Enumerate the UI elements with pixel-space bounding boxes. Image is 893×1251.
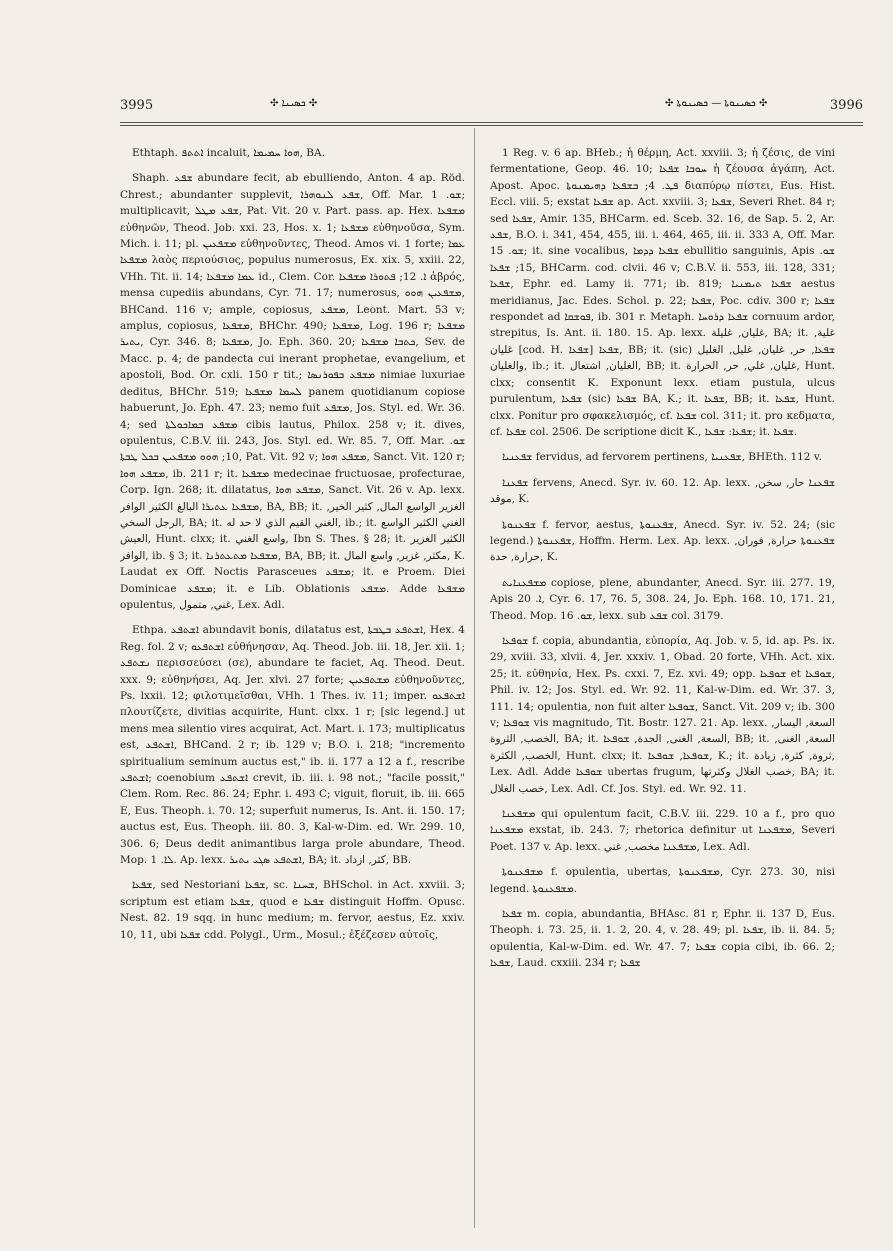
page-number-right: 3996: [829, 98, 863, 113]
entry-fervor-continued: 1 Reg. v. 6 ap. BHeb.; ἡ θέρμη, Act. xxviii. 3; ἡ ζέσις, de vini fermentatione, Geop. 46. 10; ܚܘܒܐ ܫܦܥܐ ἡ ζέουσα ἀγάπη, Act. Apost. Apoc. ܦܛ. 4; ܒܫܦܥܐ ܕܗܝܡܢܘܬܐ διαπύρῳ πίστει, Eus. Hist. Eccl. viii. 5; exstat ܫܦܥܐ ap. Act. xxviii. 3; ܫܦܥܐ, Severi Rhet. 84 r; sed ܫܦܥܐ, Amir. 135, BHCarm. ed. Sceb. 32. 16, de Sap. 5. 2, Ar. ܫܦܥ, B.O. i. 341, 454, 455, iii. i. 464, 465, iii. ii. 333 A, Off. Mar. ܫܘ. 15; it. sine vocalibus, ܫܦܥܐ ܕܕܡܐ ebullitio sanguinis, Apis ܫܘ. 15; ܫܦܥܐ, BHCarm. cod. clvii. 46 v; C.B.V. ii. 553, iii. 128, 331; ܫܦܥܐ, Ephr. ed. Lamy ii. 771; ib. 819; ܫܦܥܐ ܬܝܡܢܝܐ aestus meridianus, Jac. Edes. Schol. p. 22; ܫܦܥܐ, Poc. cdiv. 300 r; ܫܦܥܐ respondet ad ܦܘܫܩܐ, ib. 301 r. Metaph. ܫܦܥܐ ܕܪܘܚܐ cornuum ardor, strepitus, Is. Ant. ii. 180. 15. Ap. lexx. غليان, غليلة, BA; it. غلية, غليان [cod. H. ܫܦܥܐ] ܫܦܥܐ, BB; it. (sic) ܫܦܥܐ, حر, غليان, غليل, الغليل والغليان, ib.; it. الغليان, اشتعال, BB; it. غليان, غلي, حر, الحرارة, Hunt. clxx; consentit K. Exponunt lexx. etiam pustula, ulcus purulentum, ܫܦܥܐ (sic) ܫܦܥܐ BA, K.; it. ܫܦܥܐ, BB; it. ܫܦܥܐ, Hunt. clxx. Ponitur pro σφακελισμός, cf. ܫܦܥܐ col. 311; it. pro κεδματα, cf. ܫܦܥܐ col. 2506. De scriptione dicit K., ܫܦܥܐ: ܫܦܥܐ; it. ܫܦܥܐ.: [490, 147, 835, 438]
entry-opulentum-facit: ܡܫܦܥܢܐ qui opulentum facit, C.B.V. iii. 229. 10 a f., pro quo ܡܫܦܥܢܐ exstat, ib. 243. 7; rhetorica definitur ut ܡܫܦܥܢܐ, Severi Poet. 137 v. Ap. lexx. ܡܫܦܥܢܐ مخصب, غني, Lex. Adl.: [490, 808, 835, 853]
entry-fervidus: ܫܦܥܢܝܐ fervidus, ad fervorem pertinens, ܫܦܥܢܝܐ, BHEth. 112 v.: [502, 451, 822, 464]
entry-copia: ܫܘܦܥܐ f. copia, abundantia, εὐπορία, Aq. Job. v. 5, id. ap. Ps. ix. 29, xviii. 33, xlvii. 4, Jer. xxxiv. 1, Obad. 20 forte, VHh. Act. xix. 25; it. εὐθηνία, Hex. Ps. cxxi. 7, Ez. xvi. 49; opp. ܫܘܦܥܐ et ܫܘܦܥܐ, Phil. iv. 12; Jos. Styl. ed. Wr. 92. 11, Kal-w-Dim. ed. Wr. 37. 3, 111. 14; opulentia, non fuit alter ܫܘܦܥܐ, Sanct. Vit. 209 v; ib. 300 v; ܫܘܦܥܐ vis magnitudo, Tit. Bostr. 127. 21. Ap. lexx. السعة, اليسار, الخصب, الثروة, BA; it. السعة, الغنى, الجدة, ܫܘܦܥܐ, BB; it. السعة, الغنى, الخصب, الكثرة, Hunt. clxx; it. ܫܘܦܥܐ, ܫܘܦܥܐ, K.; it. ثروة, كثرة, زيادة, Lex. Adl. Adde ܫܘܦܥܐ ubertas frugum, خصب الغلال وكثرتها, BA; it. خصب الغلال, Lex. Adl. Cf. Jos. Styl. ed. Wr. 92. 11.: [490, 634, 835, 795]
header-rule-double: [120, 125, 863, 126]
entry-opulentia: ܡܫܦܥܢܘܬܐ f. opulentia, ubertas, ܡܫܦܥܢܘܬܐ, Cyr. 273. 30, nisi legend. ܡܫܦܥܢܘܬܐ.: [490, 866, 835, 895]
header-rule: [120, 122, 863, 123]
right-column: [490, 145, 835, 1225]
entry-copiose: ܡܫܦܥܢܐܝܬ copiose, plene, abundanter, Anecd. Syr. iii. 277. 19, Apis ܐ. 20, Cyr. 6. 17, 76. 5, 308. 24, Jo. Eph. 168. 10, 171. 21, Theod. Mop. ܫܘ. 16, lexx. sub ܫܦܥ col. 3179.: [490, 576, 835, 622]
entry-ethtaph: Ethtaph. ܐܬܬܦ incaluit, ܗܘܐ ܚܡܝܡܐ, BA.: [132, 147, 325, 159]
running-title-left: ✣ ܟܣܝܢܐ ✣: [270, 98, 318, 109]
entry-copia-m: ܫܦܥܐ m. copia, abundantia, BHAsc. 81 r, Ephr. ii. 137 D, Eus. Theoph. i. 73. 25, ii. 1. 2, 20. 4, v. 28. 49; pl. ܫܦܥܐ, ib. ii. 84. 5; opulentia, Kal-w-Dim. ed. Wr. 47. 7; ܫܦܥܐ copia cibi, ib. 66. 2; ܫܦܥܐ, Laud. cxxiii. 234 r; ܫܦܥܐ: [490, 908, 835, 970]
page-header: [120, 94, 863, 120]
page-number-left: 3995: [120, 98, 154, 113]
entry-ethpa: Ethpa. ܐܫܬܦܥ abundavit bonis, dilatatus est, ܐܫܬܦܥ ܒܛܒܬܐ, Hex. 4 Reg. fol. 2 v; ܐܫܬܦܥܘ εὐθήνησαν, Aq. Theod. Job. iii. 18, Jer. xii. 1; ܢܫܬܦܥ περισσεύσει (σε), abundare te faciet, Aq. Theod. Deut. xxx. 9; εὐθηνήσει, Aq. Jer. xlvi. 27 forte; ܡܫܬܦܥܝܢ εὐθηνοῦντες, Ps. lxxii. 12; φιλοτιμεῖσθαι, VHh. 1 Thes. iv. 11; imper. ܐܫܬܦܥܘ πλουτίζετε, divitias acquirite, Hunt. clxx. 1 r; [sic legend.] ut mens mea silentio vires acquirat, Act. Mart. i. 173; multiplicatus est, ܐܫܬܦܥ, BHCand. 2 r; ib. 129 v; B.O. i. 218; "incremento spiritualium seminum auctus est," ib. ii. 177 a 12 a f., rescribe ܐܫܬܦܥ; coenobium ܐܫܬܦܥ crevit, ib. iii. i. 98 not.; "facile possit," Clem. Rom. Rec. 86. 24; Ephr. i. 493 C; viguit, floruit, ib. iii. 665 E, Eus. Theoph. i. 70. 12; superfuit numerus, Is. Ant. ii. 150. 17; auctus est, Eus. Theoph. iii. 80. 3, Kal-w-Dim. ed. Wr. 299. 10, 306. 6; Deus dedit animantibus larga prole abundare, Theod. Mop. ܠܐ. 1. Ap. lexx. ܐܫܬܦܥ ܣܓܝ ܝܬܝܪ, BA; it. كثر, ازداد, BB.: [120, 624, 465, 867]
running-title-right: ✣ ܟܣܝܢܘܬܐ — ܟܣܝܢܘܬܐ ✣: [665, 98, 768, 109]
left-column: [120, 145, 465, 1225]
entry-noun-fervor: ܫܦܥܐ, sed Nestoriani ܫܦܥܐ, sc. ܫܚܢܐ, BHSchol. in Act. xxviii. 3; scriptum est etiam ܫܦܥܐ, quod e ܫܦܥܐ distinguit Hoffm. Opusc. Nest. 82. 19 sqq. in hunc medium; m. fervor, aestus, Ez. xxiv. 10, 11, ubi ܫܦܥܐ cdd. Polygl., Urm., Mosul.; ἐξέζεσεν αὐτοῖς,: [120, 879, 465, 941]
column-divider: [474, 128, 475, 1228]
entry-shaph: Shaph. ܫܦܥ abundare fecit, ab ebulliendo, Anton. 4 ap. Röd. Chrest.; abundanter supplevit, ܫܦܥ ܠܢܘܗܪܐ, Off. Mar. ܫܘ. 1; multiplicavit, ܫܦܥ ܡܛܠ, Pat. Vit. 20 v. Part. pass. ap. Hex. ܡܫܦܥܐ εὐθηνῶν, Theod. Job. xxi. 23, Hos. x. 1; ܡܫܦܥܐ εὐθηνοῦσα, Sym. Mich. i. 11; pl. ܡܫܦܥܝܢ εὐθηνοῦντες, Theod. Amos vi. 1 forte; ܥܡܐ ܡܫܦܥܐ λαὸς περιούσιος, populus numerosus, Ex. xix. 5, xxiii. 22, VHh. Tit. ii. 14; ܥܡܐ ܡܫܦܥܐ id., Clem. Cor. ܐ. 12; ܦܬܘܪܐ ܡܫܦܥܐ ἀβρός, mensa cupediis abundans, Cyr. 71. 17; numerosus, ܡܫܦܥܝܢ ܗܘܘ, BHCand. 116 v; ample, copiosus, ܡܫܦܥ, Leont. Mart. 53 v; amplus, copiosus, ܡܫܦܥܐ, BHChr. 490; ܡܫܦܥܐ, Log. 196 r; ܡܫܦܥܐ ܝܬܝܪ, Cyr. 346. 8; ܡܫܦܥܐ, Jo. Eph. 360. 20; ܟܬܒܐ ܡܫܦܥܐ, Sev. de Macc. p. 4; de pandecta cui inerant prophetae, evangelium, et apostoli, Bod. Or. cxli. 150 r tit.; ܡܫܦܥ ܒܦܘܪܢܣܐ nimiae luxuriae deditus, BHChr. 519; ܠܚܡܐ ܡܫܦܥܐ panem quotidianum copiose habuerunt, Jo. Eph. 47. 23; nemo fuit ܡܫܦܥ, Jos. Styl. ed. Wr. 36. 4; sed ܡܫܦܥ ܒܡܐܟܘܠܬܐ cibis lautus, Philox. 258 v; it. dives, opulentus, C.B.V. iii. 243, Jos. Styl. ed. Wr. 85. 7, Off. Mar. ܫܘ. 10; ܗܘܘ ܡܫܦܥܝܢ ܒܟܠ ܛܒܬܐ, Pat. Vit. 92 v; ܡܫܦܥ ܗܘܐ, Sanct. Vit. 120 r; ܡܫܦܥ ܗܘܐ, ib. 211 r; it. ܡܫܦܥܐ medecinae fructuosae, profecturae, Corp. Ign. 268; it. dilatatus, ܡܫܦܥ ܗܘܐ, Sanct. Vit. 26 v. Ap. lexx. ܡܫܦܥܐ ܥܬܝܪܐ البالغ الكثير الوافر, BA, BB; it. الغزير الواسع المال, كثير الخير, الرجل السخي, BA; it. الغني القيم الذي لا حد له, ib.; it. الغني الكثير الواسع العيش, Hunt. clxx; it. واسع الغني, Ibn S. Thes. § 28; it. الكثير الغزير الوافر, ib. § 3; it. ܡܫܦܥܐ ܡܬܥܬܪܢܐ, BA, BB; it. مكثر, غزير, واسع المال, K. Laudat ex Off. Noctis Parasceues ܡܫܦܥ; it. e Proem. Diei Dominicae ܡܫܦܥ; it. e Lib. Oblationis ܡܫܦܥ. Adde ܡܫܦܥܐ opulentus, غني, متمول, Lex. Adl.: [120, 172, 465, 611]
entry-fervens: ܫܦܥܢܐ fervens, Anecd. Syr. iv. 60. 12. Ap. lexx. ܫܦܥܢܐ حار, سخن, موقد, K.: [490, 476, 835, 506]
entry-fervor-f: ܫܦܥܢܘܬܐ f. fervor, aestus, ܫܦܥܢܘܬܐ, Anecd. Syr. iv. 52. 24; (sic legend.) ܫܦܥܢܘܬܐ, Hoffm. Herm. Lex. Ap. lexx. ܫܦܥܢܘܬܐ حرارة, فوران, حرارة, حدة, K.: [490, 518, 835, 564]
